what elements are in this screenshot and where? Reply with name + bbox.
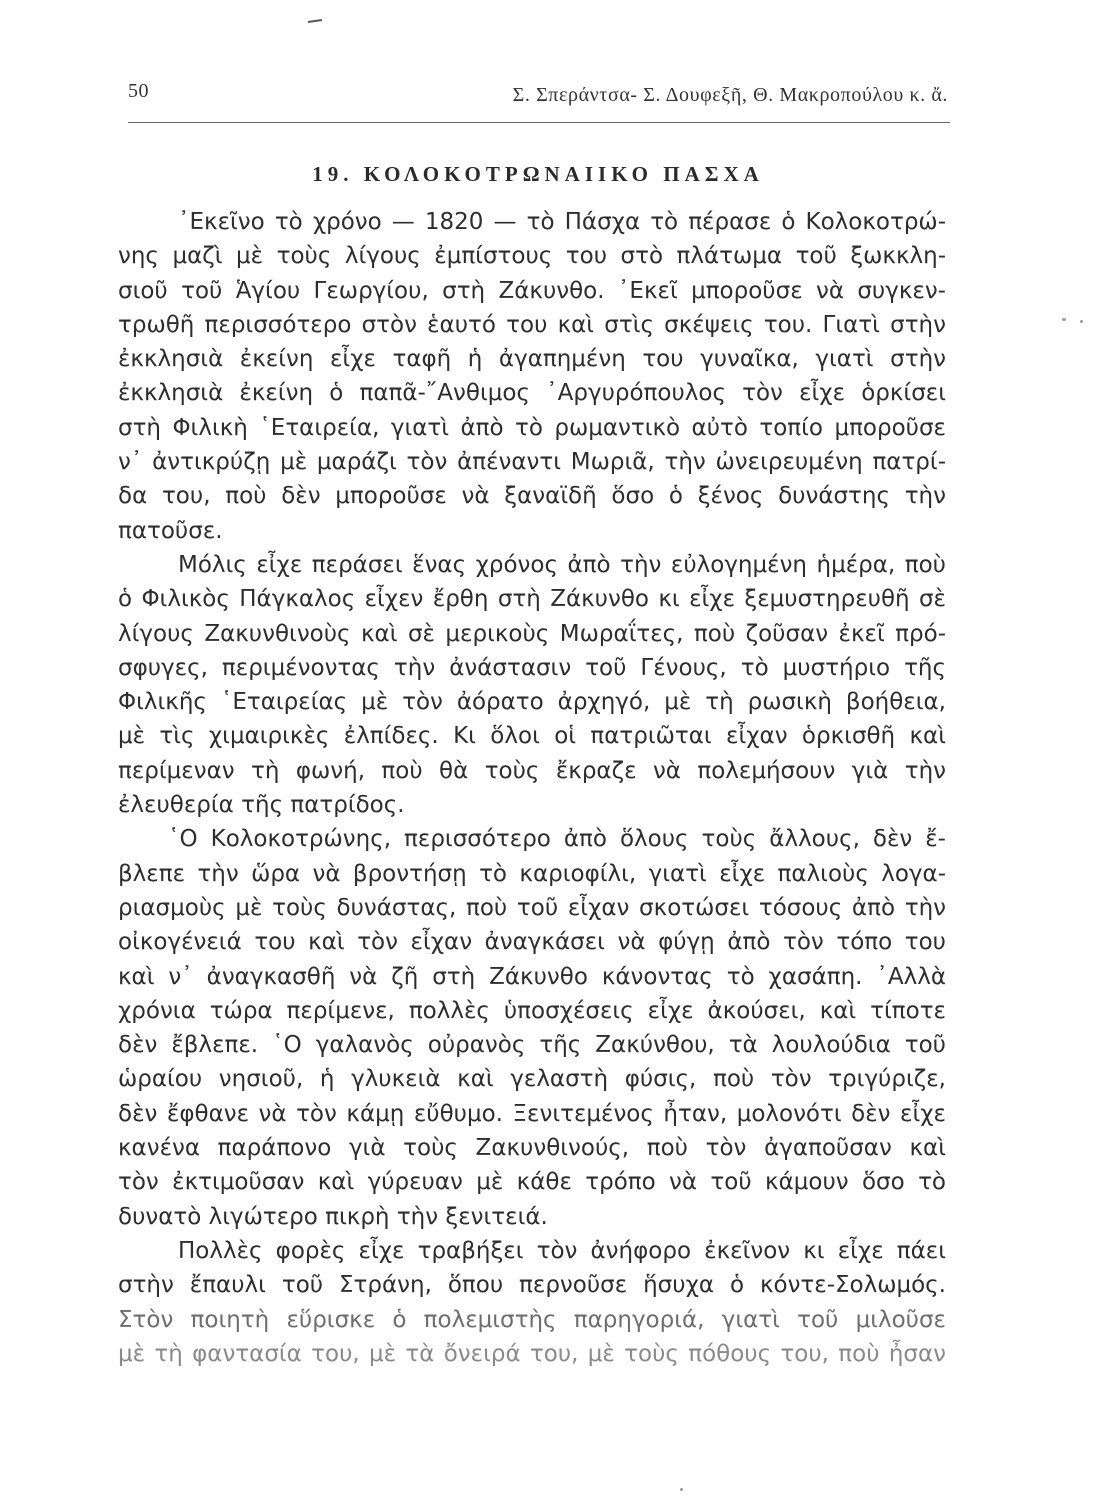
text-line: ν᾿ ἀντικρύζῃ μὲ μαράζι τὸν ἀπέναντι Μωριᾶ, τὴν ὠνειρευμένη πατρί-: [118, 449, 946, 476]
text-line: πατοῦσε.: [118, 517, 223, 544]
text-line: σιοῦ τοῦ Ἁγίου Γεωργίου, στὴ Ζάκυνθο. ᾿Εκεῖ μποροῦσε νὰ συγκεν-: [118, 277, 946, 304]
text-line: βλεπε τὴν ὥρα νὰ βροντήσῃ τὸ καριοφίλι, γιατὶ εἶχε παλιοὺς λογα-: [118, 860, 946, 887]
text-line: Στὸν ποιητὴ εὕρισκε ὁ πολεμιστὴς παρηγοριά, γιατὶ τοῦ μιλοῦσε: [118, 1306, 946, 1333]
scan-mark: [308, 19, 322, 23]
text-line: μὲ τὶς χιμαιρικὲς ἐλπίδες. Κι ὅλοι οἱ πατριῶται εἶχαν ὁρκισθῆ καὶ: [118, 723, 946, 750]
text-line: χρόνια τώρα περίμενε, πολλὲς ὑποσχέσεις εἶχε ἀκούσει, καὶ τίποτε: [118, 997, 946, 1024]
scan-speck: [1062, 318, 1066, 321]
header-rule: [128, 122, 950, 123]
page-header: [128, 80, 948, 112]
body-text: [118, 205, 946, 1371]
text-line: στὴν ἔπαυλι τοῦ Στράνη, ὅπου περνοῦσε ἥσυχα ὁ κόντε-Σολωμός.: [118, 1272, 946, 1299]
text-line: Μόλις εἶχε περάσει ἕνας χρόνος ἀπὸ τὴν εὐλογημένη ἡμέρα, ποὺ: [178, 551, 946, 578]
text-line: δυνατὸ λιγώτερο πικρὴ τὴν ξενιτειά.: [118, 1203, 548, 1230]
text-line: στὴ Φιλικὴ ῾Εταιρεία, γιατὶ ἀπὸ τὸ ρωμαντικὸ αὐτὸ τοπίο μποροῦσε: [118, 414, 946, 441]
text-line: νης μαζὶ μὲ τοὺς λίγους ἐμπίστους του στὸ πλάτωμα τοῦ ξωκκλη-: [118, 243, 946, 270]
text-line: περίμεναν τὴ φωνή, ποὺ θὰ τοὺς ἔκραζε νὰ πολεμήσουν γιὰ τὴν: [118, 757, 946, 784]
text-line: ριασμοὺς μὲ τοὺς δυνάστας, ποὺ τοῦ εἶχαν σκοτώσει τόσους ἀπὸ τὴν: [118, 894, 946, 921]
text-line: ἐλευθερία τῆς πατρίδος.: [118, 792, 405, 819]
text-line: δὲν ἔβλεπε. ῾Ο γαλανὸς οὐρανὸς τῆς Ζακύνθου, τὰ λουλούδια τοῦ: [118, 1032, 946, 1059]
text-line: ῾Ο Κολοκοτρώνης, περισσότερο ἀπὸ ὅλους τοὺς ἄλλους, δὲν ἔ-: [168, 826, 946, 853]
scan-speck: [1080, 320, 1083, 323]
text-line: τρωθῆ περισσότερο στὸν ἑαυτό του καὶ στὶς σκέψεις του. Γιατὶ στὴν: [118, 311, 946, 338]
text-line: σφυγες, περιμένοντας τὴν ἀνάστασιν τοῦ Γένους, τὸ μυστήριο τῆς: [118, 654, 946, 681]
scan-speck: [680, 1488, 683, 1491]
text-line: ἐκκλησιὰ ἐκείνη ὁ παπᾶ-῎Ανθιμος ᾿Αργυρόπουλος τὸν εἶχε ὁρκίσει: [118, 380, 946, 407]
text-line: ὁ Φιλικὸς Πάγκαλος εἶχεν ἔρθη στὴ Ζάκυνθο κι εἶχε ξεμυστηρευθῆ σὲ: [118, 586, 946, 613]
text-line: κανένα παράπονο γιὰ τοὺς Ζακυνθινούς, ποὺ τὸν ἀγαποῦσαν καὶ: [118, 1135, 946, 1162]
text-line: τὸν ἐκτιμοῦσαν καὶ γύρευαν μὲ κάθε τρόπο νὰ τοῦ κάμουν ὅσο τὸ: [118, 1169, 946, 1196]
page-number: 50: [128, 80, 149, 102]
text-line: μὲ τὴ φαντασία του, μὲ τὰ ὄνειρά του, μὲ τοὺς πόθους του, ποὺ ἦσαν: [118, 1340, 946, 1367]
chapter-title: 19. ΚΟΛΟΚΟΤΡΩΝΑΙΙΚΟ ΠΑΣΧΑ: [312, 162, 764, 186]
text-line: δὲν ἔφθανε νὰ τὸν κάμῃ εὔθυμο. Ξενιτεμένος ἦταν, μολονότι δὲν εἶχε: [118, 1100, 946, 1127]
text-line: Πολλὲς φορὲς εἶχε τραβήξει τὸν ἀνήφορο ἐκεῖνον κι εἶχε πάει: [178, 1237, 946, 1264]
text-line: ὡραίου νησιοῦ, ἡ γλυκειὰ καὶ γελαστὴ φύσις, ποὺ τὸν τριγύριζε,: [118, 1066, 946, 1093]
text-line: Φιλικῆς ῾Εταιρείας μὲ τὸν ἀόρατο ἀρχηγό, μὲ τὴ ρωσικὴ βοήθεια,: [118, 689, 946, 716]
text-line: δα του, ποὺ δὲν μποροῦσε νὰ ξαναϊδῆ ὅσο ὁ ξένος δυνάστης τὴν: [118, 483, 946, 510]
text-line: λίγους Ζακυνθινοὺς καὶ σὲ μερικοὺς Μωραΐτες, ποὺ ζοῦσαν ἐκεῖ πρό-: [118, 620, 946, 647]
text-line: ἐκκλησιὰ ἐκείνη εἶχε ταφῆ ἡ ἀγαπημένη του γυναῖκα, γιατὶ στὴν: [118, 346, 946, 373]
text-line: ᾿Εκεῖνο τὸ χρόνο — 1820 — τὸ Πάσχα τὸ πέρασε ὁ Κολοκοτρώ-: [178, 209, 946, 235]
text-line: καὶ ν᾿ ἀναγκασθῆ νὰ ζῆ στὴ Ζάκυνθο κάνοντας τὸ χασάπη. ᾿Αλλὰ: [118, 963, 946, 990]
text-line: οἰκογένειά του καὶ τὸν εἶχαν ἀναγκάσει νὰ φύγῃ ἀπὸ τὸν τόπο του: [118, 929, 946, 956]
running-head: Σ. Σπεράντσα- Σ. Δουφεξῆ, Θ. Μακροπούλου κ. ἄ.: [512, 84, 948, 106]
